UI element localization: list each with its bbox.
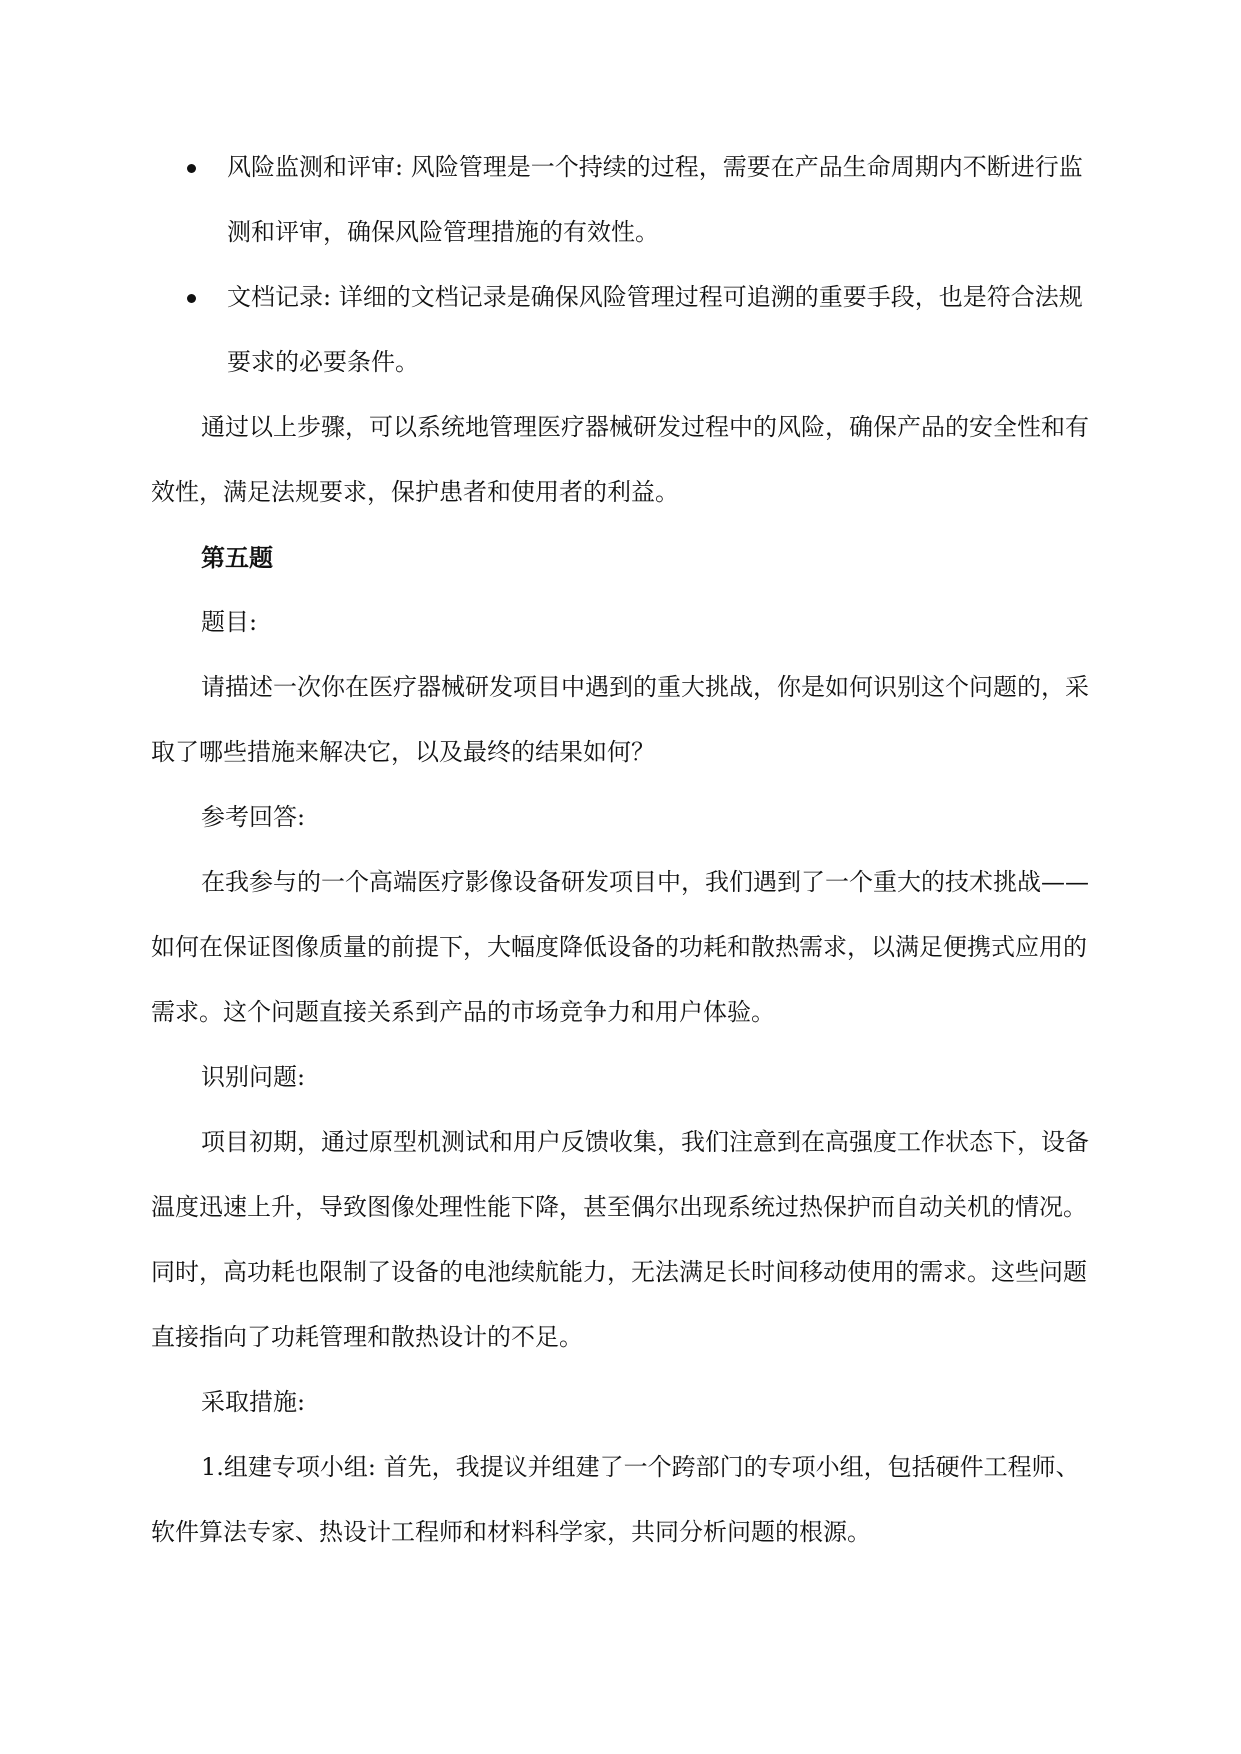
bullet-item-risk-monitoring [0,135,1241,265]
question-label: 题目: [201,608,258,636]
bullet-text: 文档记录: 详细的文档记录是确保风险管理过程可追溯的重要手段，也是符合法规要求的必要条件。 [227,283,1083,376]
bullet-dot-icon [187,164,196,173]
top-margin [0,0,1241,135]
identify-label: 识别问题: [201,1063,306,1091]
section-title: 第五题 [201,543,273,572]
question-paragraph: 请描述一次你在医疗器械研发项目中遇到的重大挑战，你是如何识别这个问题的，采取了哪些措施来解决它，以及最终的结果如何？ [151,673,1089,766]
answer-label: 参考回答: [201,803,306,831]
bullet-dot-icon [187,294,196,303]
bullet-item-documentation [0,265,1241,395]
measures-label: 采取措施: [201,1388,306,1416]
measures-item-1: 1.组建专项小组: 首先，我提议并组建了一个跨部门的专项小组，包括硬件工程师、软件算法专家、热设计工程师和材料科学家，共同分析问题的根源。 [151,1453,1080,1546]
summary-paragraph: 通过以上步骤，可以系统地管理医疗器械研发过程中的风险，确保产品的安全性和有效性，满足法规要求，保护患者和使用者的利益。 [151,413,1089,506]
identify-paragraph: 项目初期，通过原型机测试和用户反馈收集，我们注意到在高强度工作状态下，设备温度迅速上升，导致图像处理性能下降，甚至偶尔出现系统过热保护而自动关机的情况。同时，高功耗也限制了设备的电池续航能力，无法满足长时间移动使用的需求。这些问题直接指向了功耗管理和散热设计的不足。 [151,1128,1089,1351]
bullet-text: 风险监测和评审: 风险管理是一个持续的过程，需要在产品生命周期内不断进行监测和评审，确保风险管理措施的有效性。 [227,153,1083,246]
answer-intro-paragraph: 在我参与的一个高端医疗影像设备研发项目中，我们遇到了一个重大的技术挑战——如何在保证图像质量的前提下，大幅度降低设备的功耗和散热需求，以满足便携式应用的需求。这个问题直接关系到产品的市场竞争力和用户体验。 [151,868,1089,1026]
